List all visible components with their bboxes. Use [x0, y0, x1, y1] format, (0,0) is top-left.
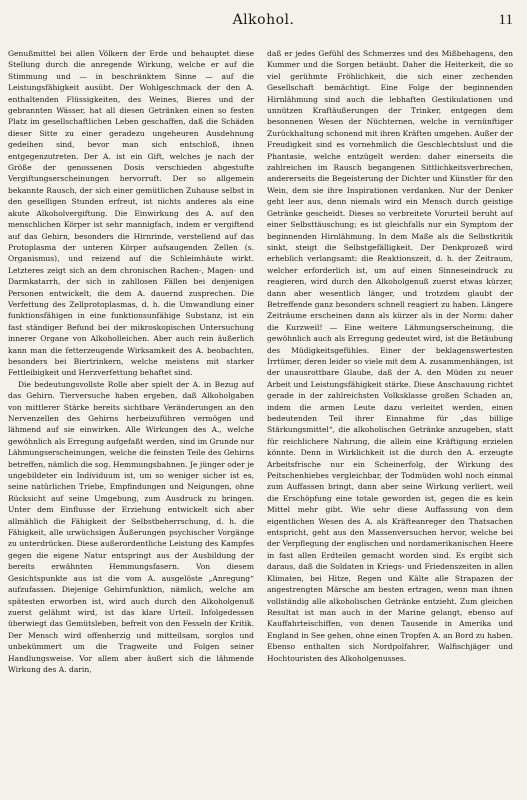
paragraph: daß er jedes Gefühl des Schmerzes und des Mißbehagens, den Kummer und die Sorgen betäubt. Daher die Heiterkeit, die so viel gerühmte Fröhlichkeit, die sich einer zechenden Gesellschaft bemächtigt. Eine Folge der beginnenden Hirnlähmung sind auch die lebhaften Gestikulationen und unnützen Kraftäußerungen der Trinker, entgegen dem besonnenen Wesen der Nüchternen, welche in vernünftiger Zurückhaltung schonend mit ihren Kräften umgehen. Außer der Freudigkeit sind es vornehmlich die Geschlechtslust und die Phantasie, welche entzügelt werden: daher einerseits die zahlreichen im Rausch begangenen Sittlichkeitsverbrechen, andererseits die Begeisterung der Dichter und Künstler für den Wein, dem sie ihre Inspirationen verdanken. Nur der Denker geht leer aus, denn niemals wird ein Mensch durch geistige Getränke gescheidt. Dieses so verbreitete Vorurteil beruht auf einer Selbsttäuschung; es ist gleichfalls nur ein Symptom der beginnenden Hirnlähmung. In dem Maße als die Selbstkritik sinkt, steigt die Selbstgefälligkeit. Der Denkprozeß wird erheblich verlangsamt: die Reaktionszeit, d. h. der Zeitraum, welcher erforderlich ist, um auf einen Sinneseindruck zu reagieren, wird durch den Alkoholgenuß zuerst etwas kürzer, dann aber wesentlich länger, und trotzdem glaubt der Betreffende ganz besonders schnell reagiert zu haben. Längere Zeiträume erscheinen dann als kürzer als in der Norm: daher die Kurzweil! — Eine weitere Lähmungserscheinung, die gewöhnlich auch als Erregung gedeutet wird, ist die Betäubung des Müdigkeitsgefühles. Einer der beklagenswertesten Irrtümer, deren leider so viele mit dem A. zusammenhängen, ist der unausrottbare Glaube, daß der A. den Müden zu neuer Arbeit und Leistungsfähigkeit stärke. Diese Anschauung richtet gerade in der zahlreichsten Volksklasse großen Schaden an, indem die armen Leute dazu verleitet werden, einen bedeutenden Teil ihrer Einnahme für „das billige Stärkungsmittel“, die alkoholischen Getränke anzugeben, statt für reichlichere Nahrung, die allein eine Kräftigung erzielen könnte. Denn in Wirklichkeit ist die durch den A. erzeugte Arbeitsfrische nur ein Scheinerfolg, der Wirkung des Peitschenhiebes vergleichbar, der Todmüden wohl noch einmal zum Auffassen bringt, dann aber seine Wirkung verliert, weil die Erschöpfung eine totale geworden ist, gegen die es kein Mittel mehr gibt. Wie sehr diese Auffassung von dem eigentlichen Wesen des A. als Kräfteanreger den Thatsachen entspricht, geht aus den Massenversuchen hervor, welche bei der Verpflegung der englischen und nordamerikanischen Heere in fast allen Erdteilen gemacht worden sind. Es ergibt sich daraus, daß die Soldaten in Kriegs- und Friedenszeiten in allen Klimaten, bei Hitze, Regen und Kälte alle Strapazen der angestrengten Märsche am besten ertragen, wenn man ihnen vollständig alle alkoholischen Getränke entzieht. Zum gleichen Resultat ist man auch in der Marine gelangt, ebenso auf Kauffahrteischiffen, von denen Tausende in Amerika und England in See gehen, ohne einen Tropfen A. an Bord zu haben. Ebenso enthalten sich Nordpolfahrer, Walfischjäger und Hochtouristen des Alkoholgenusses. — [267, 49, 513, 663]
page-header — [0, 12, 527, 36]
left-column — [8, 48, 254, 780]
column-divider — [259, 48, 260, 776]
paragraph: Genußmittel bei allen Völkern der Erde und behauptet diese Stellung durch die anregende Wirkung, welche er auf die Stimmung und — in beschränktem Sinne — auf die Leistungsfähigkeit ausübt. Der Wohlgeschmack der den A. enthaltenden Flüssigkeiten, des Weines, Bieres und der gebrannten Wässer, hat all diesen Getränken einen so festen Platz im gesellschaftlichen Leben geschaffen, daß die Schäden dieser Sitte zu einer geradezu ungeheuren Ausdehnung gedeihen sind, bevor man sich entschloß, ihnen entgegenzutreten. Der A. ist ein Gift, welches je nach der Größe der genossenen Dosis verschieden abgestufte Vergiftungserscheinungen hervorruft. Der so allgemein bekannte Rausch, der sich einer gemütlichen Zuhause selbst in den geselligen Stunden erfreut, ist nichts anderes als eine akute Alkoholvergiftung. Die Einwirkung des A. auf den menschlichen Körper ist sehr mannigfach, indem er vergiftend auf das Gehirn, besonders die Hirnrinde, verstellend auf das Protoplasma der unteren Körper aufsaugenden Zellen (s. Organismus), und reizend auf die Schleimhäute wirkt. Letzteres zeigt sich an dem chronischen Rachen-, Magen- und Darmkatarrh, der sich in zahllosen Fällen bei denjenigen Personen entwickelt, die dem A. dauernd zusprechen. Die Verfettung des Zellprotoplasmas, d. h. die Umwandlung einer funktionsfähigen in eine funktionsunfähige Substanz, ist ein fast ständiger Befund bei der mikroskopischen Untersuchung innerer Organe von Alkoholleichen. Aber auch rein äußerlich kann man die fetterzeugende Wirksamkeit des A. beobachten, besonders bei Biertrinkern, welche meistens mit starker Fettleibigkeit und Herzverfettung behaftet sind. — [8, 49, 254, 378]
running-title: Alkohol. — [232, 12, 295, 28]
right-column — [267, 48, 513, 780]
page-number: 11 — [498, 12, 513, 28]
paragraph: Die bedeutungsvollste Rolle aber spielt der A. in Bezug auf das Gehirn. Tierversuche haben ergeben, daß Alkoholgaben von mittlerer Stärke bereits sichtbare Veränderungen an den Nervenzellen des Gehirns herbeizuführen vermögen und lähmend auf sie einwirken. Alle Wirkungen des A., welche gewöhnlich als Erregung aufgefaßt werden, sind im Grunde nur Lähmungserscheinungen, welche die feinsten Teile des Gehirns betreffen, nämlich die sog. Hemmungsbahnen. Je jünger oder je ungebildeter ein Individuum ist, um so weniger sicher ist es, seine natürlichen Triebe, Empfindungen und Neigungen, ohne Rücksicht auf seine Umgebung, zum Ausdruck zu bringen. Unter dem Einflusse der Erziehung entwickelt sich aber allmählich die Fähigkeit der Selbstbeherrschung, d. h. die Fähigkeit, alle urwüchsigen Äußerungen psychischer Vorgänge zu unterdrücken. Diese außerordentliche Leistung des Kampfes gegen die eigene Natur entspringt aus der Ausbildung der bereits erwähnten Hemmungsfasern. Von diesem Gesichtspunkte aus ist die vom A. ausgelöste „Anregung“ aufzufassen. Diejenige Gehirnfunktion, nämlich, welche am spätesten erworben ist, wird auch durch den Alkoholgenuß zuerst gelähmt wird, ist das klare Urteil. Infolgedessen überwiegt das Gemütsleben, befreit von den Fesseln der Kritik. Der Mensch wird offenherzig und mitteilsam, sorglos und unbekümmert um die Tragweite und Folgen seiner Handlungsweise. Vor allem aber äußert sich die lähmende Wirkung des A. darin, — [8, 379, 254, 674]
